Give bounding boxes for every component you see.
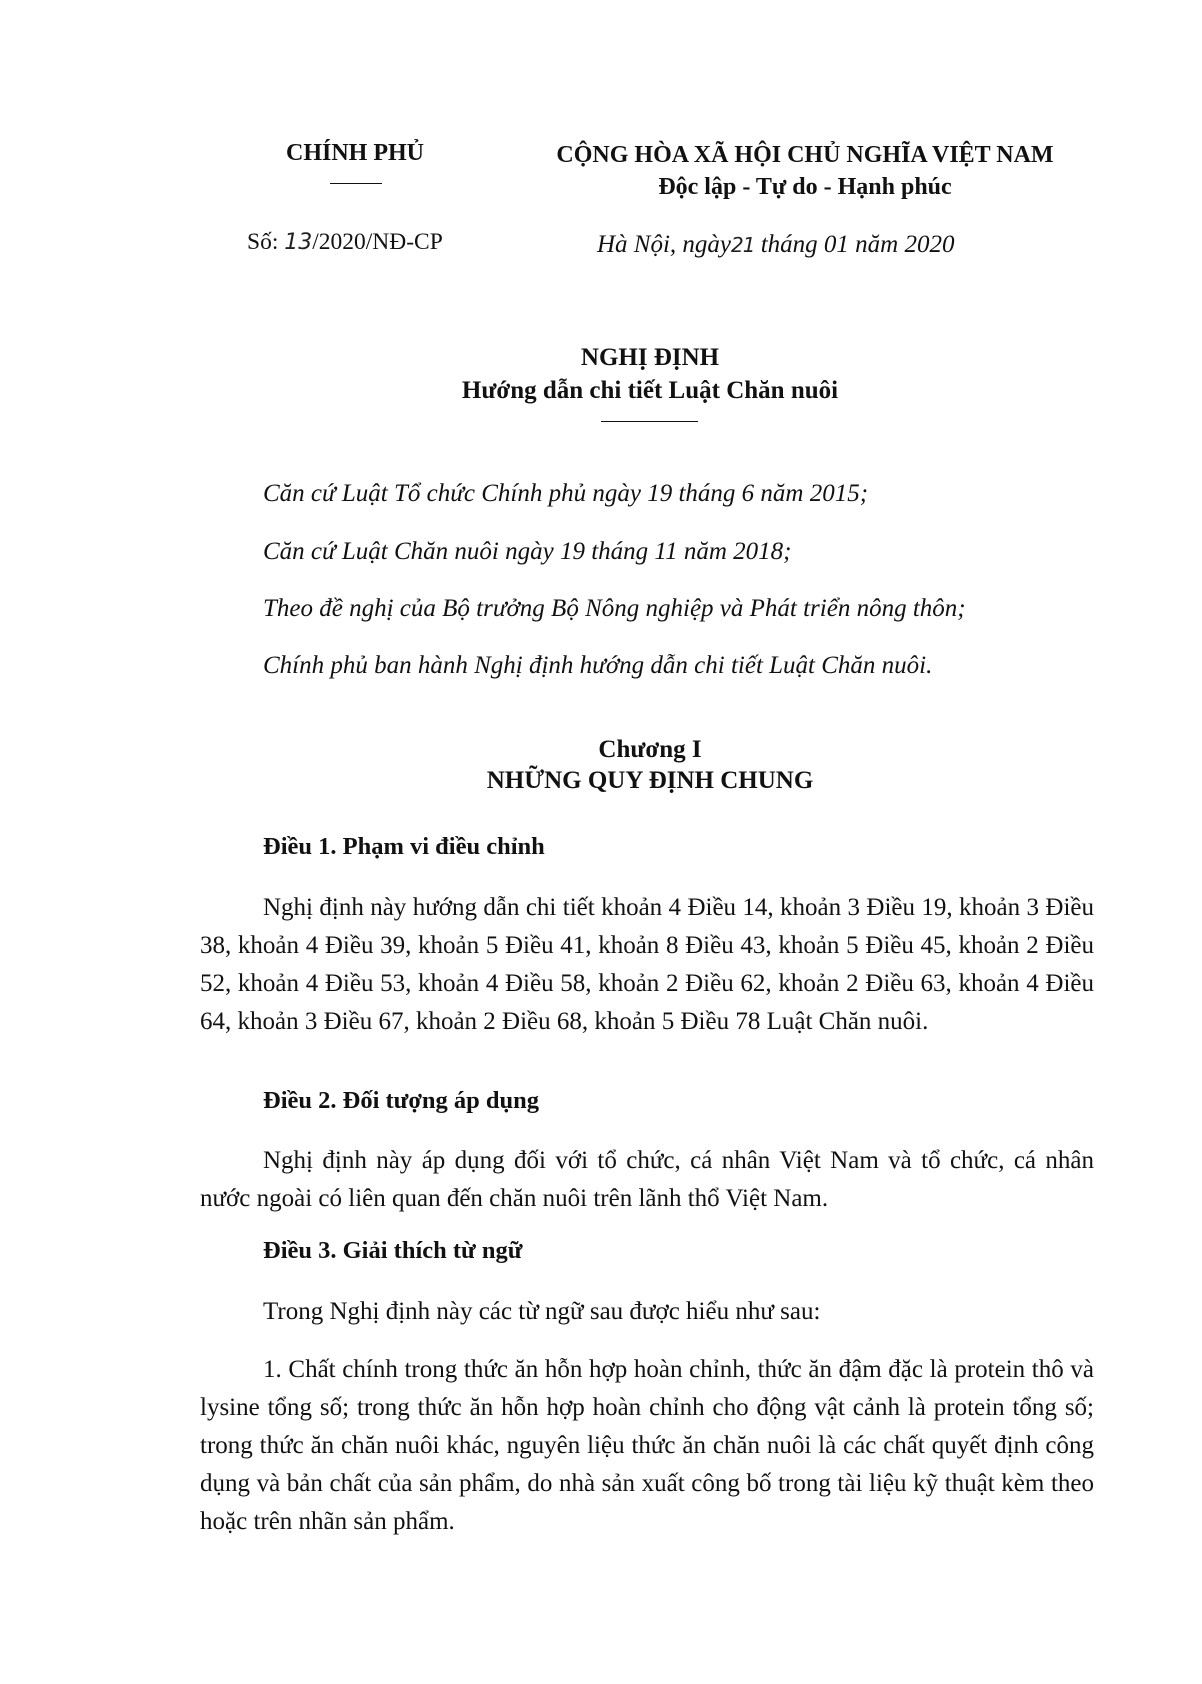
document-type: NGHỊ ĐỊNH bbox=[580, 344, 720, 371]
document-number-handwritten: 13 bbox=[284, 230, 313, 255]
preamble-line: Chính phủ ban hành Nghị định hướng dẫn chi tiết Luật Chăn nuôi. bbox=[263, 652, 933, 679]
preamble-line: Căn cứ Luật Chăn nuôi ngày 19 tháng 11 năm 2018; bbox=[263, 538, 792, 565]
document-subject: Hướng dẫn chi tiết Luật Chăn nuôi bbox=[461, 377, 839, 404]
article-title: Điều 1. Phạm vi điều chỉnh bbox=[263, 833, 545, 860]
issue-date bbox=[597, 231, 954, 259]
chapter-number: Chương I bbox=[598, 736, 702, 763]
title-underline bbox=[601, 421, 698, 422]
article-body: Nghị định này hướng dẫn chi tiết khoản 4 Điều 14, khoản 3 Điều 19, khoản 3 Điều 38, khoản 4 Điều 39, khoản 5 Điều 41, khoản 8 Điều 43, khoản 5 Điều 45, khoản 2 Điều 52, khoản 4 Điều 53, khoản 4 Điều 58, khoản 2 Điều 62, khoản 2 Điều 63, khoản 4 Điều 64, khoản 3 Điều 67, khoản 2 Điều 68, khoản 5 Điều 78 Luật Chăn nuôi. bbox=[200, 894, 1094, 1035]
article-body: Nghị định này áp dụng đối với tổ chức, cá nhân Việt Nam và tổ chức, cá nhân nước ngoài có liên quan đến chăn nuôi trên lãnh thổ Việt Nam. bbox=[200, 1147, 1094, 1212]
article-title: Điều 2. Đối tượng áp dụng bbox=[263, 1087, 540, 1114]
document-number bbox=[247, 229, 443, 256]
national-motto: Độc lập - Tự do - Hạnh phúc bbox=[658, 174, 952, 200]
chapter-name: NHỮNG QUY ĐỊNH CHUNG bbox=[486, 767, 814, 794]
preamble-line: Theo đề nghị của Bộ trưởng Bộ Nông nghiệp và Phát triển nông thôn; bbox=[263, 595, 966, 622]
country-name: CỘNG HÒA XÃ HỘI CHỦ NGHĨA VIỆT NAM bbox=[556, 142, 1054, 168]
article-item: 1. Chất chính trong thức ăn hỗn hợp hoàn chỉnh, thức ăn đậm đặc là protein thô và lysine tổng số; trong thức ăn hỗn hợp hoàn chỉnh cho động vật cảnh là protein tổng số; trong thức ăn chăn nuôi khác, nguyên liệu thức ăn chăn nuôi là các chất quyết định công dụng và bản chất của sản phẩm, do nhà sản xuất công bố trong tài liệu kỹ thuật kèm theo hoặc trên nhãn sản phẩm. bbox=[200, 1356, 1094, 1535]
preamble-line: Căn cứ Luật Tổ chức Chính phủ ngày 19 tháng 6 năm 2015; bbox=[263, 480, 869, 507]
document-number-suffix: /2020/NĐ-CP bbox=[312, 229, 443, 255]
article-title: Điều 3. Giải thích từ ngữ bbox=[263, 1237, 523, 1264]
document-number-prefix: Số: bbox=[247, 229, 285, 255]
issuer-underline bbox=[330, 183, 382, 184]
issue-date-prefix: Hà Nội, ngày bbox=[597, 231, 732, 258]
issue-date-suffix: tháng 01 năm 2020 bbox=[754, 231, 955, 258]
issuer-name: CHÍNH PHỦ bbox=[286, 140, 424, 166]
article-body: Trong Nghị định này các từ ngữ sau được hiểu như sau: bbox=[263, 1298, 821, 1325]
issue-date-handwritten: 21 bbox=[731, 233, 755, 257]
